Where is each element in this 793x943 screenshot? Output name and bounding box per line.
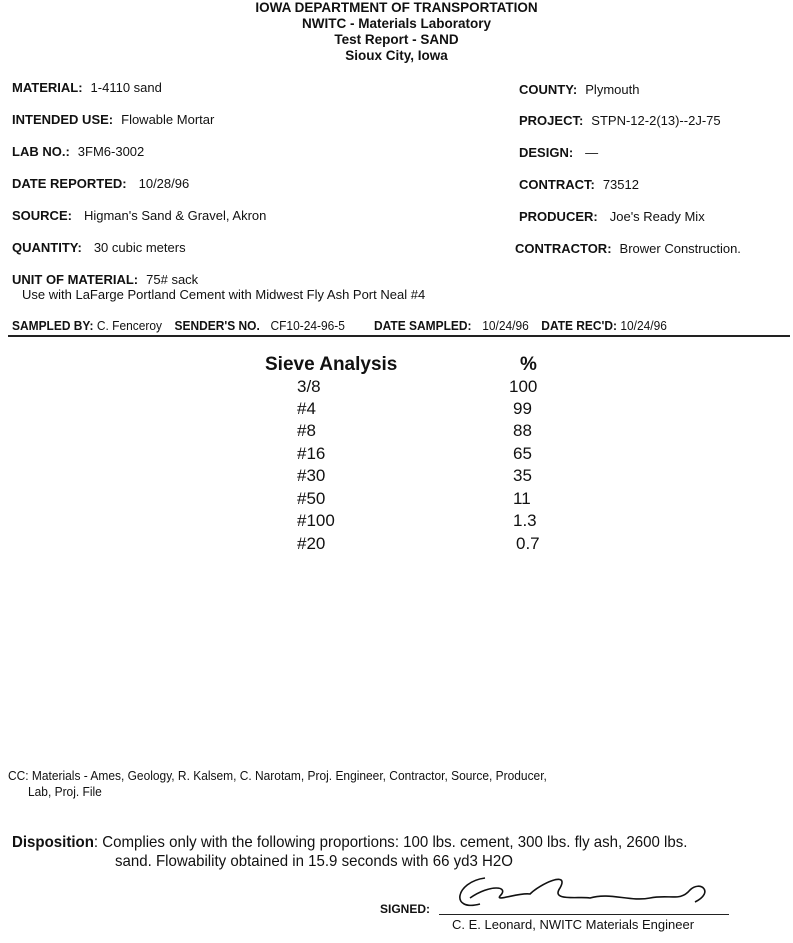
sieve-size: #20 — [297, 534, 326, 553]
signature-scribble-icon — [440, 872, 740, 916]
field-value: 10/28/96 — [138, 176, 190, 191]
field-value: Brower Construction. — [619, 241, 741, 256]
field-label: PRODUCER: — [519, 209, 598, 224]
field-label: CONTRACT: — [519, 177, 595, 192]
sieve-size: #50 — [297, 489, 326, 508]
field-unit-of-material — [12, 272, 198, 287]
sieve-pct: 99 — [513, 399, 532, 418]
date-sampled-value: 10/24/96 — [482, 318, 529, 333]
field-label: UNIT OF MATERIAL: — [12, 272, 139, 287]
field-label: DATE REPORTED: — [12, 176, 127, 191]
header-agency: IOWA DEPARTMENT OF TRANSPORTATION — [255, 0, 538, 15]
field-label: MATERIAL: — [12, 80, 83, 95]
signer-name: C. E. Leonard, NWITC Materials Engineer — [452, 917, 695, 932]
disposition-line2: sand. Flowability obtained in 15.9 seconds with 66 yd3 H2O — [115, 853, 513, 870]
date-recd-value: 10/24/96 — [620, 318, 667, 333]
field-contract — [519, 177, 639, 192]
field-value: 1-4110 sand — [90, 80, 162, 95]
disposition-line1 — [12, 833, 687, 852]
sieve-size: #4 — [297, 399, 316, 418]
cc-list-line2: Lab, Proj. File — [28, 784, 102, 799]
field-value: Higman's Sand & Gravel, Akron — [83, 208, 267, 223]
sieve-size: #8 — [297, 421, 316, 440]
field-producer — [519, 209, 705, 224]
field-label: INTENDED USE: — [12, 112, 114, 127]
field-label: SOURCE: — [12, 208, 72, 223]
disposition-text: : Complies only with the following proportions: 100 lbs. cement, 300 lbs. fly ash, 2600 lbs. — [93, 834, 688, 851]
field-value: 30 cubic meters — [93, 240, 186, 255]
disposition-label: Disposition — [12, 834, 94, 851]
field-value: STPN-12-2(13)--2J-75 — [591, 113, 721, 128]
field-project — [519, 113, 721, 128]
field-value: 75# sack — [146, 272, 199, 287]
field-label: CONTRACTOR: — [515, 241, 612, 256]
senders-no-label: SENDER'S NO. — [174, 318, 260, 333]
senders-no-value: CF10-24-96-5 — [270, 318, 345, 333]
sampled-by-label: SAMPLED BY: — [12, 318, 94, 333]
signed-label: SIGNED: — [380, 902, 431, 916]
section-divider — [8, 335, 790, 337]
field-value: — — [585, 145, 599, 160]
signature-line — [439, 914, 729, 915]
field-value: Plymouth — [585, 82, 640, 97]
sieve-analysis-title: Sieve Analysis — [265, 354, 398, 375]
sieve-pct: 35 — [513, 466, 532, 485]
sieve-size: 3/8 — [297, 377, 321, 396]
sieve-size: #100 — [297, 511, 335, 530]
date-recd-label: DATE REC'D: — [541, 318, 618, 333]
sieve-pct: 100 — [509, 377, 538, 396]
field-label: DESIGN: — [519, 145, 574, 160]
field-design — [519, 145, 598, 160]
field-value: 73512 — [602, 177, 639, 192]
date-sampled-label: DATE SAMPLED: — [374, 318, 472, 333]
sieve-size: #16 — [297, 444, 326, 463]
field-label: LAB NO.: — [12, 144, 70, 159]
field-label: COUNTY: — [519, 82, 578, 97]
header-location: Sioux City, Iowa — [345, 48, 448, 63]
field-date-reported — [12, 176, 189, 191]
sieve-pct: 11 — [513, 489, 531, 508]
field-value: Flowable Mortar — [121, 112, 215, 127]
field-value: 3FM6-3002 — [77, 144, 145, 159]
field-lab-no — [12, 144, 144, 159]
sieve-pct-header: % — [520, 354, 537, 375]
field-source — [12, 208, 266, 223]
sampling-info — [12, 318, 667, 333]
sampled-by-value: C. Fenceroy — [96, 318, 163, 333]
field-label: PROJECT: — [519, 113, 584, 128]
field-intended-use — [12, 112, 214, 127]
sieve-pct: 0.7 — [516, 534, 540, 553]
field-contractor — [515, 241, 741, 256]
field-county — [519, 82, 639, 97]
sieve-pct: 1.3 — [513, 511, 537, 530]
header-report-title: Test Report - SAND — [334, 32, 459, 47]
field-material — [12, 80, 162, 95]
field-value: Joe's Ready Mix — [609, 209, 705, 224]
sieve-size: #30 — [297, 466, 326, 485]
unit-note: Use with LaFarge Portland Cement with Midwest Fly Ash Port Neal #4 — [22, 287, 426, 302]
header-lab: NWITC - Materials Laboratory — [301, 16, 492, 31]
sieve-pct: 88 — [513, 421, 532, 440]
field-quantity — [12, 240, 186, 255]
field-label: QUANTITY: — [12, 240, 82, 255]
sieve-pct: 65 — [513, 444, 532, 463]
cc-list-line1: CC: Materials - Ames, Geology, R. Kalsem, C. Narotam, Proj. Engineer, Contractor, Source, Producer, — [8, 768, 547, 783]
